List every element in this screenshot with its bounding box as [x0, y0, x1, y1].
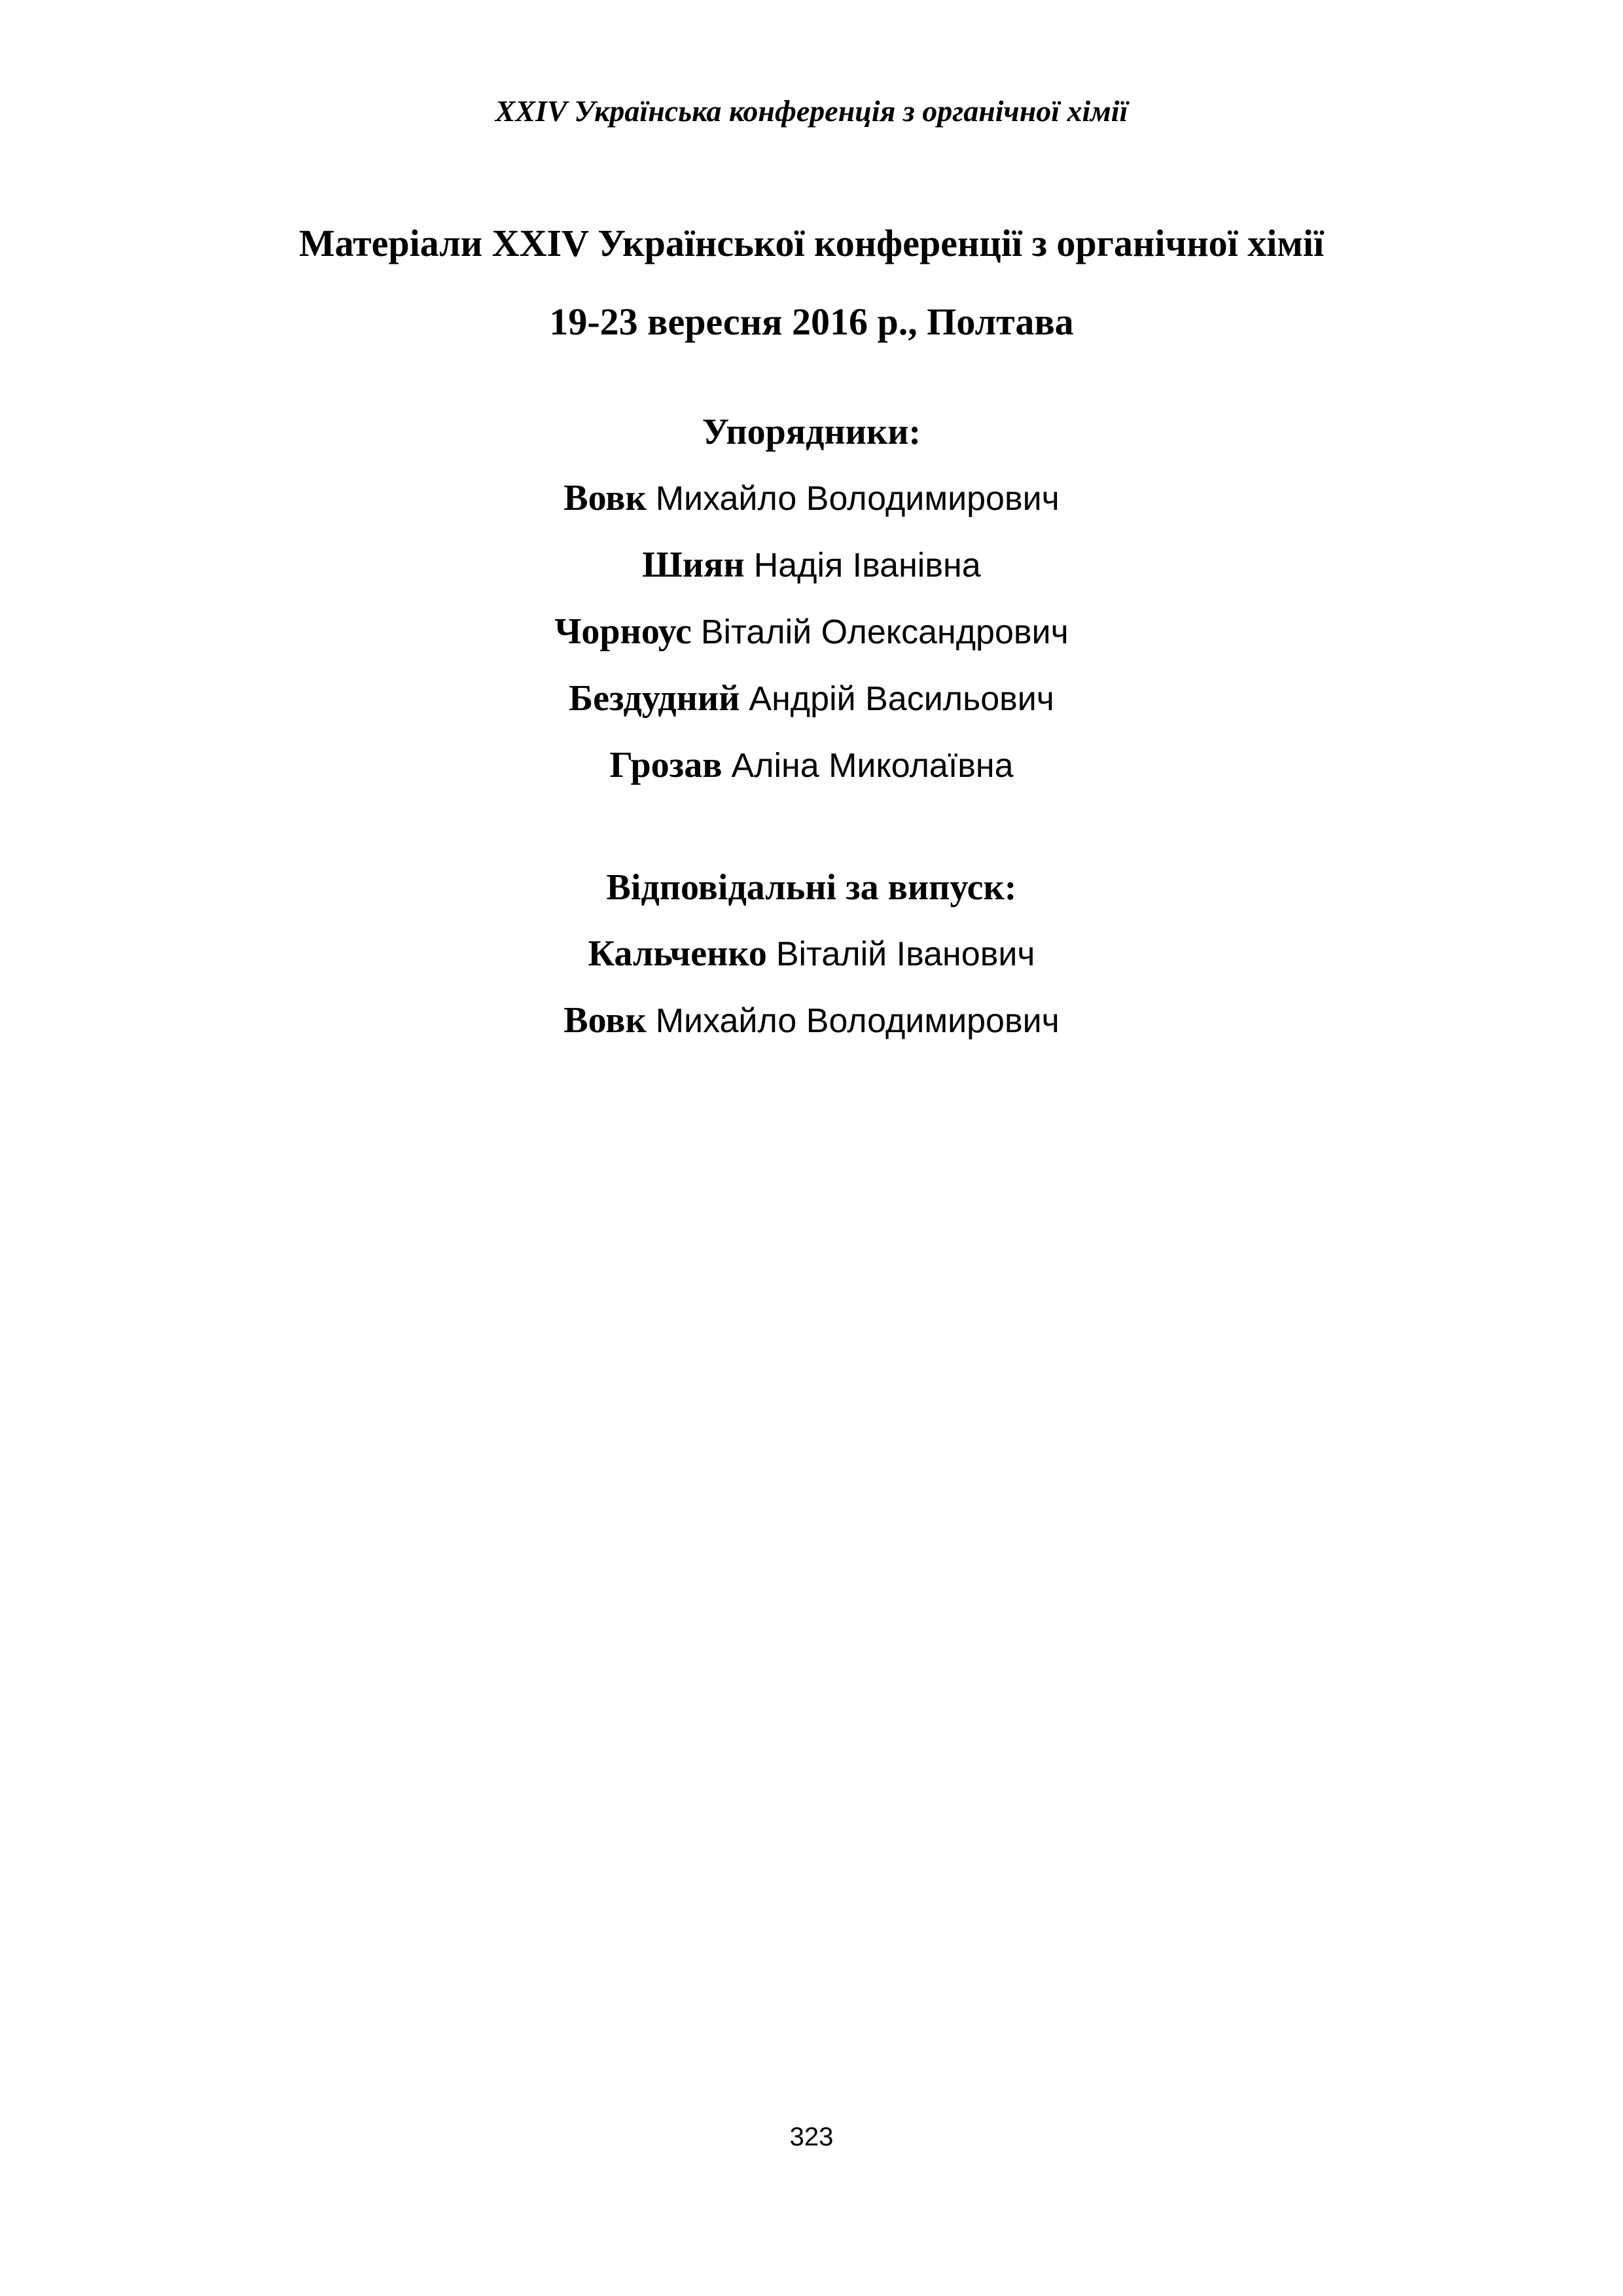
- responsible-given-name: Михайло Володимирович: [655, 1002, 1060, 1040]
- compiler-surname: Чорноус: [554, 611, 692, 652]
- compiler-given-name: Віталій Олександрович: [700, 613, 1069, 651]
- compiler-given-name: Михайло Володимирович: [655, 480, 1060, 518]
- responsible-heading: Відповідальні за випуск:: [606, 867, 1017, 908]
- page-number: 323: [789, 2123, 834, 2151]
- compilers-section: [0, 399, 1623, 799]
- responsible-surname: Кальченко: [588, 933, 767, 974]
- responsible-entry: [0, 921, 1623, 988]
- compiler-surname: Шиян: [642, 545, 745, 585]
- compiler-given-name: Андрій Васильович: [749, 680, 1054, 718]
- compiler-given-name: Надія Іванівна: [753, 547, 981, 584]
- responsible-section: [0, 855, 1623, 1054]
- compilers-heading: Упорядники:: [702, 412, 921, 452]
- compiler-surname: Бездудний: [569, 678, 740, 719]
- title-line-1: Матеріали XXIV Української конференції з органічної хімії: [298, 222, 1325, 264]
- compiler-given-name: Аліна Миколаївна: [731, 747, 1014, 785]
- title-block: [0, 204, 1623, 361]
- running-header: XXIV Українська конференція з органічної хімії: [495, 94, 1128, 128]
- compiler-surname: Грозав: [609, 745, 722, 785]
- responsible-entry: [0, 988, 1623, 1054]
- title-line-2: 19-23 вересня 2016 р., Полтава: [549, 300, 1074, 343]
- responsible-surname: Вовк: [563, 1000, 647, 1041]
- responsible-given-name: Віталій Іванович: [776, 935, 1035, 973]
- compiler-entry: [0, 599, 1623, 666]
- compiler-entry: [0, 465, 1623, 532]
- compiler-entry: [0, 666, 1623, 732]
- compiler-entry: [0, 732, 1623, 799]
- compiler-surname: Вовк: [563, 478, 647, 518]
- compiler-entry: [0, 532, 1623, 599]
